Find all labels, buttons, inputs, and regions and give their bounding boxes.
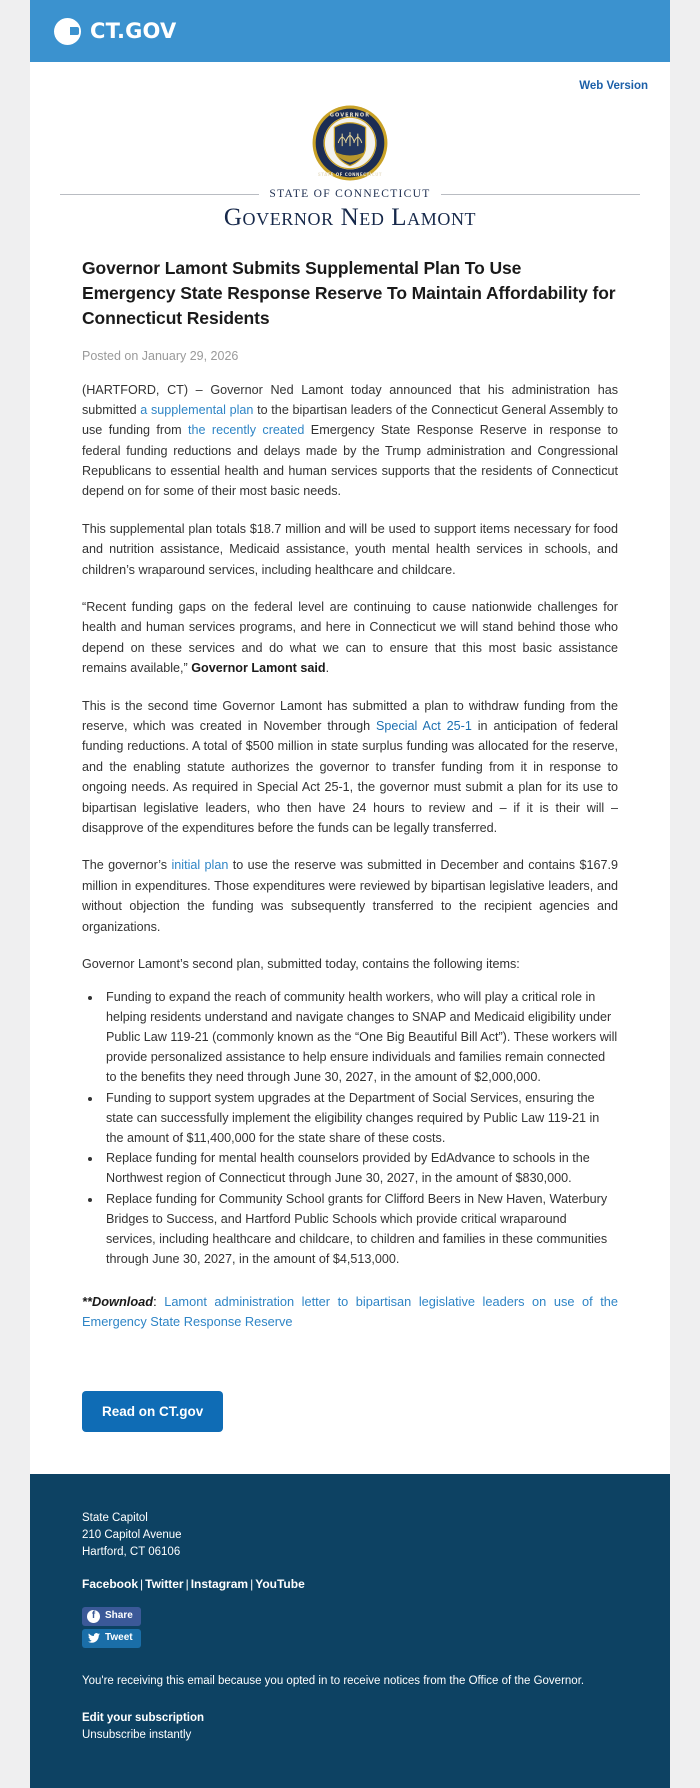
twitter-bird-glyph [88,1633,100,1643]
cta-row [30,1333,670,1474]
download-block [82,1292,618,1333]
ctgov-logo-text: CT.GOV [90,19,177,43]
social-separator: | [140,1577,144,1592]
instagram-link[interactable]: Instagram [190,1577,249,1592]
quote-text: “Recent funding gaps on the federal level are continuing to cause nationwide challenges for health and human services programs, and here in Connecticut we will stand behind those who depend on these services and do what we can to ensure that this most basic assistance remains available,” [82,600,618,676]
edit-subscription-link[interactable]: Edit your subscription [82,1712,205,1725]
download-separator: : [153,1293,165,1309]
p4-text-b: in anticipation of federal funding reductions. A total of $500 million in state surplus funding was allocated for the reserve, and the enabling statute authorizes the governor to transfer funding from it in response to ongoing needs. As required in Special Act 25-1, the governor must submit a plan for its use to bipartisan legislative leaders, who then have 24 hours to review and – if it is their will – disapprove of the expenditures before the funds can be legally transferred. [82,719,618,835]
address-line-1: State Capitol [82,1511,148,1524]
ctgov-logo[interactable] [54,18,177,45]
posted-date: Posted on January 29, 2026 [82,348,239,363]
connecticut-governor-seal-icon [311,104,389,182]
social-separator: | [185,1577,189,1592]
footer-address [82,1510,618,1562]
list-item: • Funding to support system upgrades at the Department of Social Services, ensuring the state can successfully implement the eligibility changes required by Public Law 119-21 in the amount of $11,400,000 for the state share of these costs. [102,1089,618,1149]
download-label: **Download [82,1293,154,1309]
article [30,232,670,1333]
list-item: • Replace funding for Community School grants for Clifford Beers in New Haven, Waterbury Bridges to Success, and Hartford Public Schools which provide critical wraparound services, including healthcare and childcare, to children and families in these communities through June 30, 2027, in the amount of $4,513,000. [102,1190,618,1270]
svg-text:STATE OF CONNECTICUT: STATE OF CONNECTICUT [317,171,383,177]
divider-left [60,194,259,195]
supplemental-plan-link[interactable]: a supplemental plan [140,402,254,417]
masthead [30,100,670,232]
twitter-tweet-button[interactable] [82,1629,141,1648]
ct-circle-logo-icon [54,18,81,45]
web-version-row [30,62,670,100]
masthead-divider-row [60,188,640,200]
share-button-label: Share [105,1610,133,1622]
page-title: Governor Lamont Submits Supplemental Plan To Use Emergency State Response Reserve To Maintain Affordability for Connecticut Residents [82,258,616,328]
quote-attribution: Governor Lamont said [191,661,326,676]
twitter-link[interactable]: Twitter [145,1577,184,1592]
paragraph-totals: This supplemental plan totals $18.7 million and will be used to support items necessary for food and nutrition assistance, Medicaid assistance, youth mental health services in schools, and children’s wraparound services, including healthcare and childcare. [82,521,618,577]
p5-text-a: The governor’s [82,858,172,873]
facebook-link[interactable]: Facebook [82,1577,139,1592]
paragraph-second-time [82,696,618,839]
p1-text-a: (HARTFORD, CT) – Governor Ned Lamont today announced that his administration has submitted [82,382,618,417]
plan-items-list [82,988,618,1269]
governor-name: Governor Ned Lamont [223,204,477,231]
footer-subscription-links [82,1710,618,1743]
facebook-share-button[interactable] [82,1607,141,1626]
quote-period: . [325,661,330,676]
web-version-link[interactable]: Web Version [579,80,648,92]
initial-plan-link[interactable]: initial plan [171,858,229,873]
list-item: • Replace funding for mental health counselors provided by EdAdvance to schools in the Northwest region of Connecticut through June 30, 2027, in the amount of $830,000. [102,1149,618,1189]
state-label: STATE OF CONNECTICUT [269,188,431,200]
address-line-3: Hartford, CT 06106 [82,1546,181,1559]
list-item: • Funding to expand the reach of community health workers, who will play a critical role in helping residents understand and navigate changes to SNAP and Medicaid eligibility under Public Law 119-21 (commonly known as the “One Big Beautiful Bill Act”). These workers will provide personalized assistance to help ensure individuals and families remain connected to the benefits they need through June 30, 2027, in the amount of $2,000,000. [102,988,618,1087]
address-line-2: 210 Capitol Avenue [82,1528,182,1541]
youtube-link[interactable]: YouTube [255,1577,305,1592]
p5-text-b: to use the reserve was submitted in December and contains $167.9 million in expenditures. Those expenditures were reviewed by bipartisan legislative leaders, and without objection the funding was subsequently transferred to the recipient agencies and organizations. [82,858,618,934]
download-letter-link[interactable]: Lamont administration letter to bipartisan legislative leaders on use of the Emergency State Response Reserve [82,1293,618,1330]
email-footer [30,1474,670,1788]
special-act-link[interactable]: Special Act 25-1 [376,719,472,733]
share-buttons [82,1605,618,1651]
p1-text-b: to the bipartisan leaders of the Connecticut General Assembly to use funding from [82,402,618,438]
unsubscribe-link[interactable]: Unsubscribe instantly [82,1728,192,1741]
p4-text-a: This is the second time Governor Lamont has submitted a plan to withdraw funding from the reserve, which was created in November through [82,698,618,733]
social-separator: | [250,1577,254,1592]
twitter-bird-icon [87,1632,100,1645]
read-on-ctgov-button[interactable]: Read on CT.gov [82,1391,223,1432]
brand-header-bar [30,0,670,62]
svg-text:GOVERNOR: GOVERNOR [329,112,371,119]
email-container [30,0,670,1788]
paragraph-list-intro: Governor Lamont’s second plan, submitted today, contains the following items: [82,956,520,971]
paragraph-initial-plan [82,855,618,937]
divider-right [441,194,640,195]
recently-created-link[interactable]: the recently created [188,423,305,438]
tweet-button-label: Tweet [105,1632,133,1644]
facebook-icon: f [87,1610,100,1623]
paragraph-intro [82,380,618,502]
p1-text-c: Emergency State Response Reserve in response to federal funding reductions and delays made by the Trump administration and Congressional Republicans to essential health and human services supports that the residents of Connecticut depend on for some of their most basic needs. [82,423,618,499]
footer-social-links [82,1577,618,1591]
footer-opt-in-note: You're receiving this email because you opted in to receive notices from the Office of the Governor. [82,1674,585,1687]
paragraph-quote [82,597,618,679]
